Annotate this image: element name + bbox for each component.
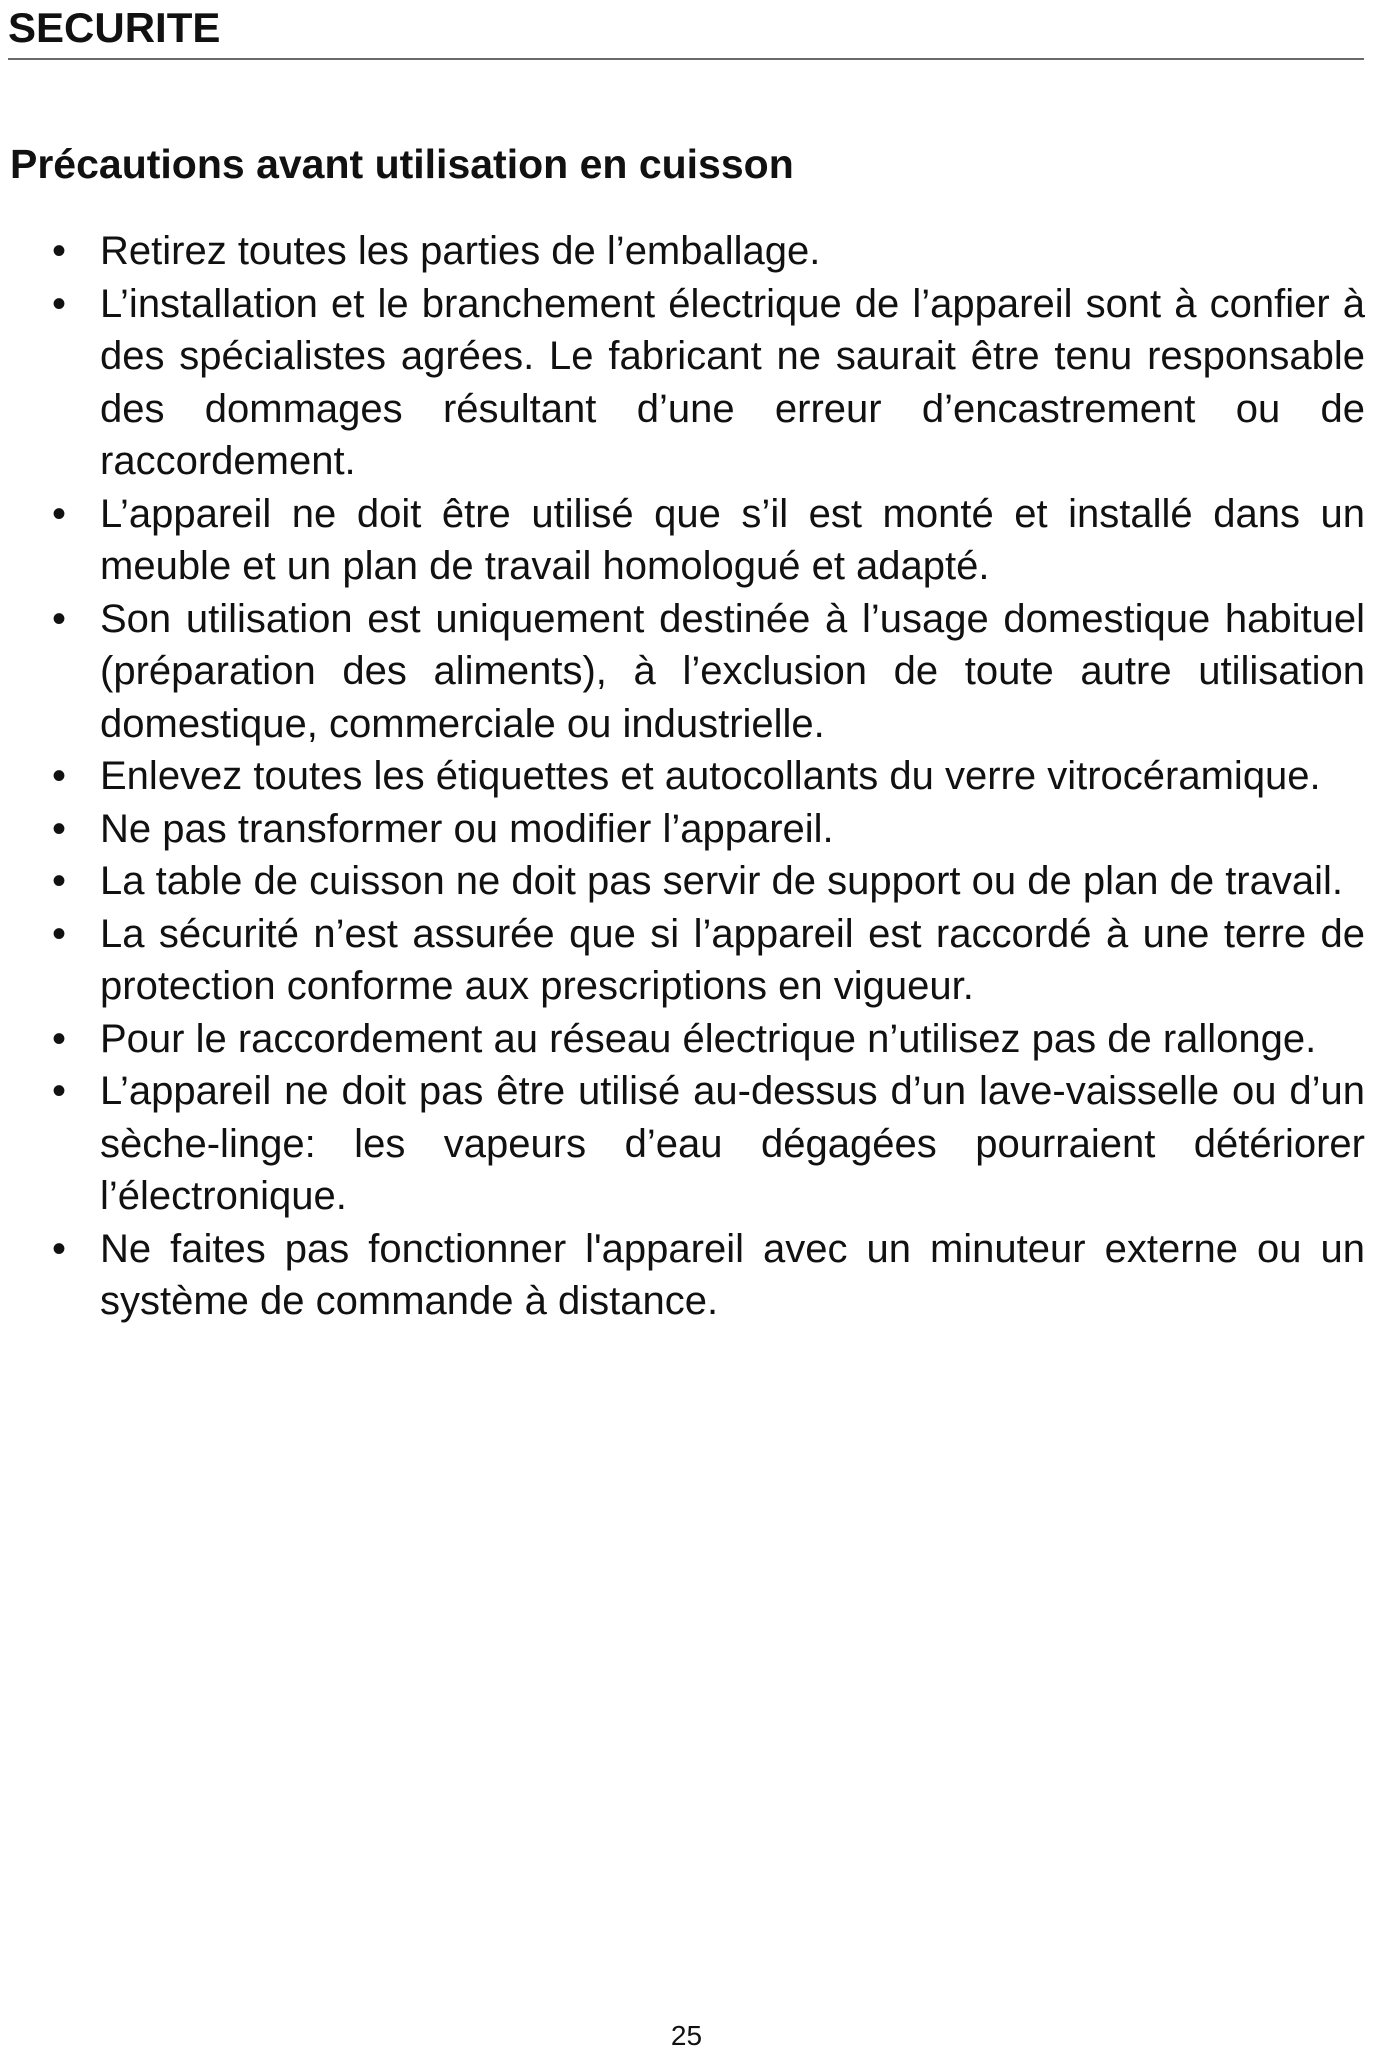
page-number: 25: [670, 2020, 703, 2051]
list-item: [0, 278, 1365, 488]
bullet-icon: •: [52, 491, 67, 536]
list-item: [0, 225, 1365, 278]
list-item: [0, 593, 1365, 751]
list-item-text: Ne faites pas fonctionner l'appareil avec un minuteur externe ou un système de commande à distance.: [100, 1226, 1365, 1323]
bullet-icon: •: [52, 911, 67, 956]
list-item-text: Pour le raccordement au réseau électrique n’utilisez pas de rallonge.: [100, 1016, 1317, 1061]
list-item-text: L’installation et le branchement électrique de l’appareil sont à confier à des spécialistes agrées. Le fabricant ne saurait être tenu responsable des dommages résultant d’une erreur d’encastrement ou de raccordement.: [100, 281, 1365, 483]
bullet-icon: •: [52, 806, 67, 851]
bullet-icon: •: [52, 1226, 67, 1271]
list-item: [0, 803, 1365, 856]
list-item-text: Enlevez toutes les étiquettes et autocollants du verre vitrocéramique.: [100, 754, 1321, 798]
list-item-text: L’appareil ne doit être utilisé que s’il est monté et installé dans un meuble et un plan de travail homologué et adapté.: [100, 491, 1365, 588]
list-item: [0, 1223, 1365, 1328]
list-item-text: Ne pas transformer ou modifier l’appareil.: [100, 806, 834, 851]
section-title: Précautions avant utilisation en cuisson: [10, 141, 794, 187]
list-item: [0, 750, 1365, 803]
page-header: [8, 0, 1364, 60]
list-item-text: Retirez toutes les parties de l’emballage.: [100, 229, 821, 273]
list-item: [0, 1013, 1365, 1066]
bullet-icon: •: [52, 281, 67, 326]
list-item: [0, 908, 1365, 1013]
bullet-icon: •: [52, 1016, 67, 1061]
bullet-icon: •: [52, 1069, 67, 1113]
list-item-text: La sécurité n’est assurée que si l’appareil est raccordé à une terre de protection conforme aux prescriptions en vigueur.: [100, 911, 1365, 1008]
bullet-icon: •: [52, 229, 67, 273]
safety-precautions-list: [0, 225, 1373, 1328]
list-item: [0, 1065, 1365, 1223]
list-item: [0, 488, 1365, 593]
bullet-icon: •: [52, 596, 67, 641]
list-item-text: La table de cuisson ne doit pas servir de support ou de plan de travail.: [100, 859, 1344, 903]
bullet-icon: •: [52, 754, 67, 798]
list-item-text: L’appareil ne doit pas être utilisé au-dessus d’un lave-vaisselle ou d’un sèche-linge: les vapeurs d’eau dégagées pourraient détériorer l’électronique.: [100, 1069, 1365, 1218]
page-title: SECURITE: [8, 4, 221, 51]
bullet-icon: •: [52, 859, 67, 903]
list-item-text: Son utilisation est uniquement destinée à l’usage domestique habituel (préparation des aliments), à l’exclusion de toute autre utilisation domestique, commerciale ou industrielle.: [100, 596, 1365, 746]
list-item: [0, 855, 1365, 908]
